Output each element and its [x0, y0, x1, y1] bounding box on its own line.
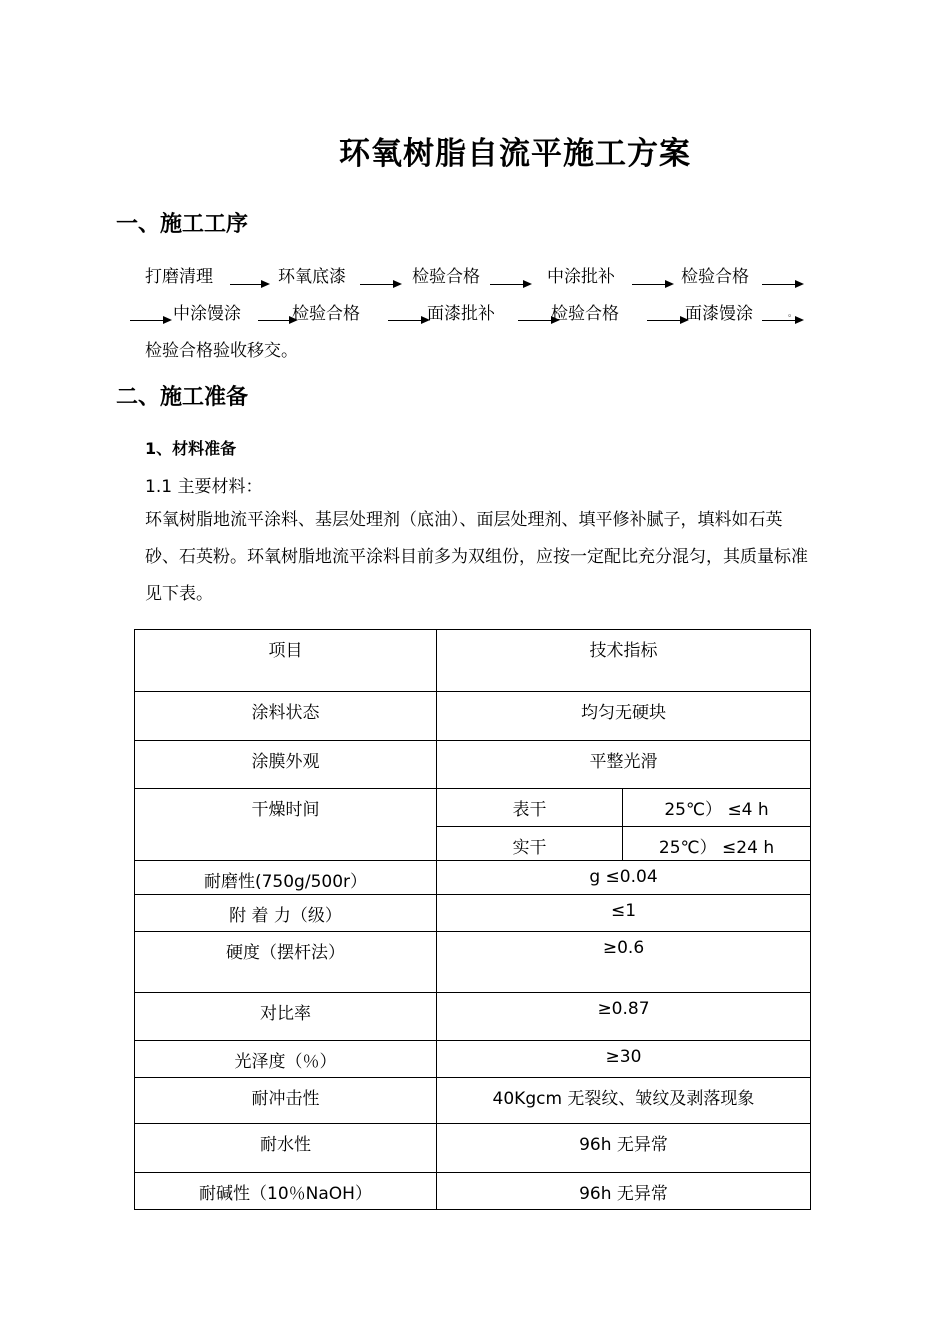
- flow-arrow: [230, 284, 268, 285]
- table-cell: 表干: [437, 789, 623, 827]
- flow-step: 检验合格: [681, 267, 749, 287]
- table-cell: 附 着 力（级）: [135, 895, 437, 932]
- flow-final-step: 检验合格验收移交。: [145, 341, 298, 361]
- flow-arrow: [258, 320, 296, 321]
- document-title: 环氧树脂自流平施工方案: [339, 136, 691, 172]
- flow-arrow: [762, 284, 802, 285]
- flow-arrow: [490, 284, 530, 285]
- table-cell: 25℃） ≤4 h: [623, 789, 811, 827]
- table-cell: 耐磨性(750g/500r）: [135, 861, 437, 895]
- quality-standards-table: [134, 629, 811, 1210]
- flow-arrow: [130, 320, 170, 321]
- table-cell: 干燥时间: [135, 789, 437, 861]
- table-row: [135, 895, 811, 932]
- table-row: [135, 861, 811, 895]
- table-cell: ≥0.6: [437, 932, 811, 993]
- table-cell: 涂料状态: [135, 692, 437, 741]
- table-row: [135, 1041, 811, 1078]
- table-cell: 均匀无硬块: [437, 692, 811, 741]
- table-row: [135, 630, 811, 692]
- table-cell: 25℃） ≤24 h: [623, 827, 811, 861]
- flow-arrow: [360, 284, 400, 285]
- flow-step: 中涂批补: [547, 267, 615, 287]
- table-cell: ≤1: [437, 895, 811, 932]
- table-row: [135, 1173, 811, 1210]
- table-row: [135, 789, 811, 827]
- subsection-main-materials: 1.1 主要材料：: [145, 477, 263, 497]
- table-cell: ≥0.87: [437, 993, 811, 1041]
- table-cell: 涂膜外观: [135, 741, 437, 789]
- table-row: [135, 993, 811, 1041]
- table-cell: 实干: [437, 827, 623, 861]
- flow-arrow: [762, 320, 802, 321]
- table-cell: 96h 无异常: [437, 1124, 811, 1173]
- flow-end-mark: 。: [788, 309, 798, 319]
- flow-step: 面漆批补: [427, 304, 495, 324]
- table-cell: 96h 无异常: [437, 1173, 811, 1210]
- flow-arrow: [632, 284, 672, 285]
- flow-step: 中涂馒涂: [173, 304, 241, 324]
- table-cell: 光泽度（％）: [135, 1041, 437, 1078]
- table-row: [135, 932, 811, 993]
- table-cell: g ≤0.04: [437, 861, 811, 895]
- table-cell: 耐水性: [135, 1124, 437, 1173]
- materials-paragraph: 环氧树脂地流平涂料、基层处理剂（底油）、面层处理剂、填平修补腻子，填料如石英砂、石英粉。环氧树脂地流平涂料目前多为双组份，应按一定配比充分混匀，其质量标准见下表。: [145, 510, 808, 604]
- section-heading-process: 一、施工工序: [116, 211, 249, 237]
- table-cell: 项目: [135, 630, 437, 692]
- flow-step: 检验合格: [292, 304, 360, 324]
- table-row: [135, 1078, 811, 1124]
- table-cell: 对比率: [135, 993, 437, 1041]
- table-cell: ≥30: [437, 1041, 811, 1078]
- table-cell: 耐冲击性: [135, 1078, 437, 1124]
- table-row: [135, 741, 811, 789]
- table-cell: 平整光滑: [437, 741, 811, 789]
- table-cell: 硬度（摆杆法）: [135, 932, 437, 993]
- table-cell: 耐碱性（10％NaOH）: [135, 1173, 437, 1210]
- table-cell: 技术指标: [437, 630, 811, 692]
- flow-step: 面漆馒涂: [685, 304, 753, 324]
- flow-step: 环氧底漆: [278, 267, 346, 287]
- subsection-heading-materials: 1、材料准备: [145, 439, 237, 458]
- table-row: [135, 1124, 811, 1173]
- flow-step: 检验合格: [551, 304, 619, 324]
- table-cell: 40Kgcm 无裂纹、皱纹及剥落现象: [437, 1078, 811, 1124]
- flow-step: 打磨清理: [145, 267, 213, 287]
- flow-step: 检验合格: [412, 267, 480, 287]
- section-heading-preparation: 二、施工准备: [116, 384, 249, 410]
- flow-arrow: [647, 320, 687, 321]
- table-row: [135, 692, 811, 741]
- flow-arrow: [388, 320, 428, 321]
